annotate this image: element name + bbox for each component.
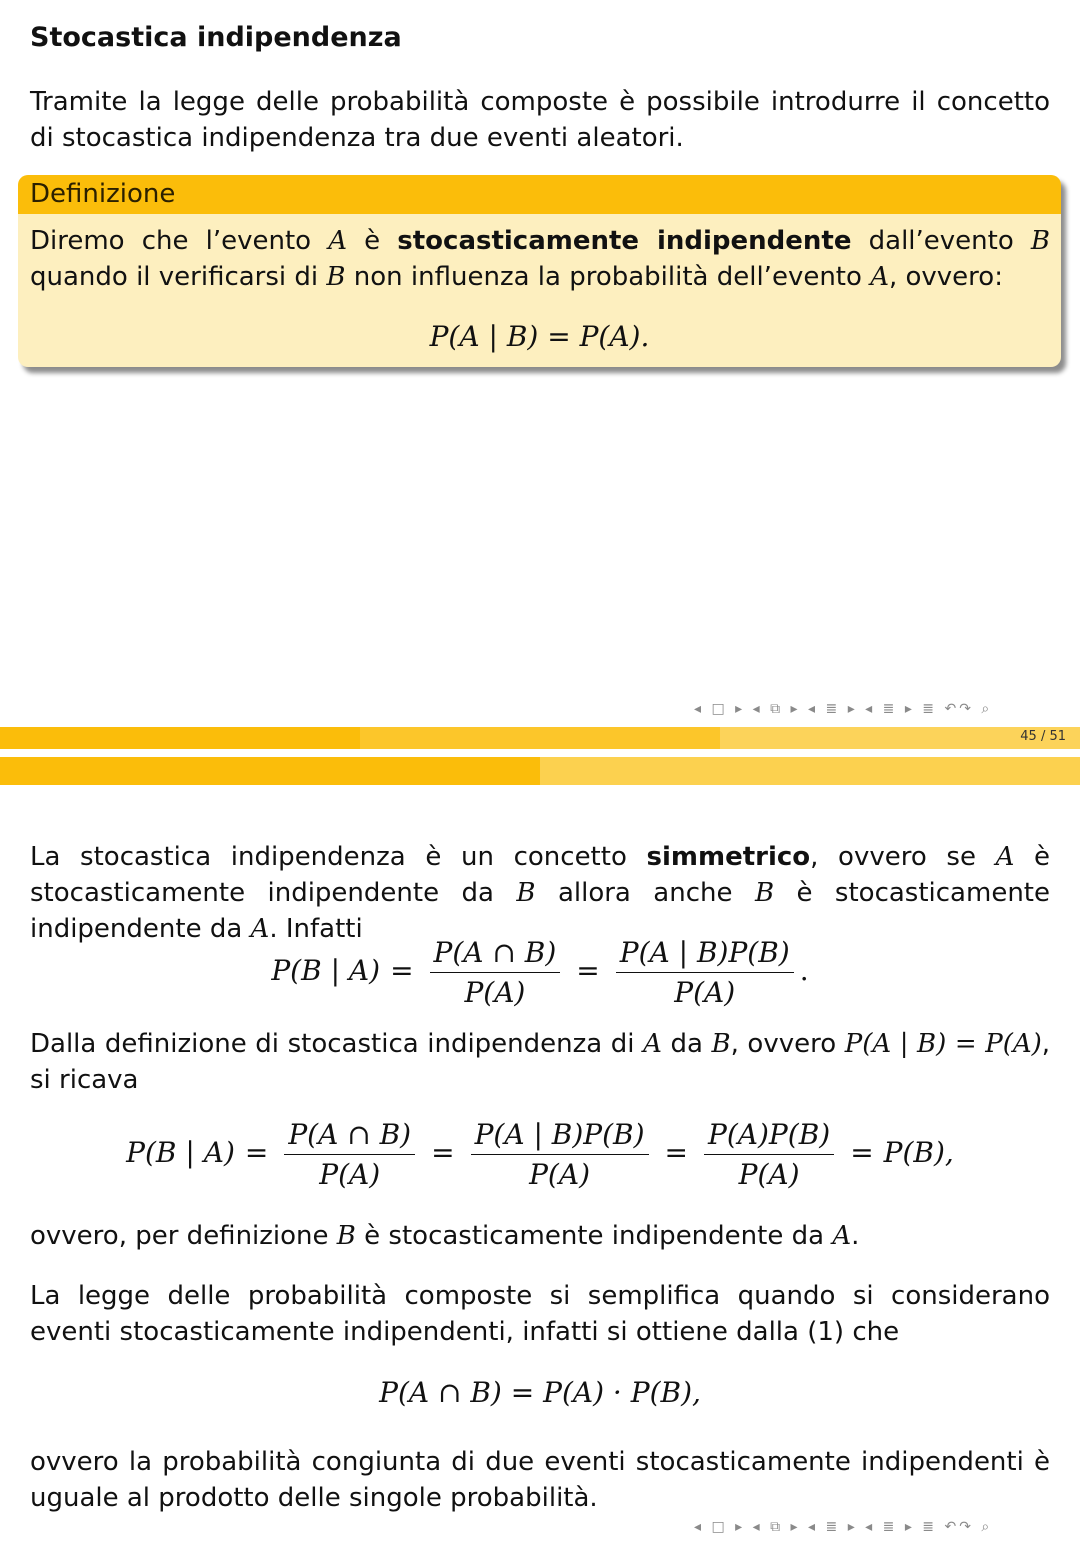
footer-bar-left: [0, 727, 360, 749]
equation-3: P(A ∩ B) = P(A) · P(B),: [379, 1376, 701, 1409]
derivation-paragraph: Dalla definizione di stocastica indipendenza di A da B, ovvero P(A | B) = P(A), si ricava: [30, 1029, 1051, 1095]
intro-paragraph: Tramite la legge delle probabilità composte è possibile introdurre il concetto di stocastica indipendenza tra due eventi aleatori.: [30, 87, 1050, 153]
header-bar-right: [540, 757, 1080, 785]
navigation-controls[interactable]: ◂ □ ▸ ◂ ⧉ ▸ ◂ ≣ ▸ ◂ ≣ ▸ ≣ ↶↷ ⌕: [694, 701, 993, 717]
navigation-controls-2[interactable]: ◂ □ ▸ ◂ ⧉ ▸ ◂ ≣ ▸ ◂ ≣ ▸ ≣ ↶↷ ⌕: [694, 1519, 993, 1535]
definition-header: Definizione: [18, 175, 1061, 214]
conclusion-paragraph: ovvero, per definizione B è stocasticamente indipendente da A.: [30, 1221, 860, 1251]
definition-block: [18, 175, 1061, 367]
simplification-paragraph: La legge delle probabilità composte si semplifica quando si considerano eventi stocasticamente indipendenti, infatti si ottiene dalla (1) che: [30, 1281, 1050, 1347]
footer-bar-middle: [360, 727, 720, 749]
symmetric-paragraph: La stocastica indipendenza è un concetto simmetrico, ovvero se A è stocasticamente indipendente da B allora anche B è stocasticamente indipendente da A. Infatti: [30, 842, 1050, 944]
header-bar-left: [0, 757, 540, 785]
slide-title: Stocastica indipendenza: [30, 22, 402, 53]
page-number: 45 / 51: [1020, 729, 1066, 744]
definition-text: Diremo che l’evento A è stocasticamente indipendente dall’evento B quando il verificarsi di B non influenza la probabilità dell’evento A, ovvero:: [30, 226, 1050, 292]
definition-formula: P(A | B) = P(A).: [429, 320, 650, 353]
equation-2: P(B | A) = $\frac{P(A \cap B)}{P(A)}$ = $\frac{P(A | B)P(B)}{P(A)}$ = $\frac{P(A)P(B)}{P(A)}$ = P(B),: [126, 1118, 954, 1191]
final-paragraph: ovvero la probabilità congiunta di due eventi stocasticamente indipendenti è uguale al prodotto delle singole probabilità.: [30, 1447, 1050, 1513]
equation-1: P(B | A) = $\frac{P(A \cap B)}{P(A)}$ = $\frac{P(A | B)P(B)}{P(A)}$ .: [271, 936, 809, 1009]
